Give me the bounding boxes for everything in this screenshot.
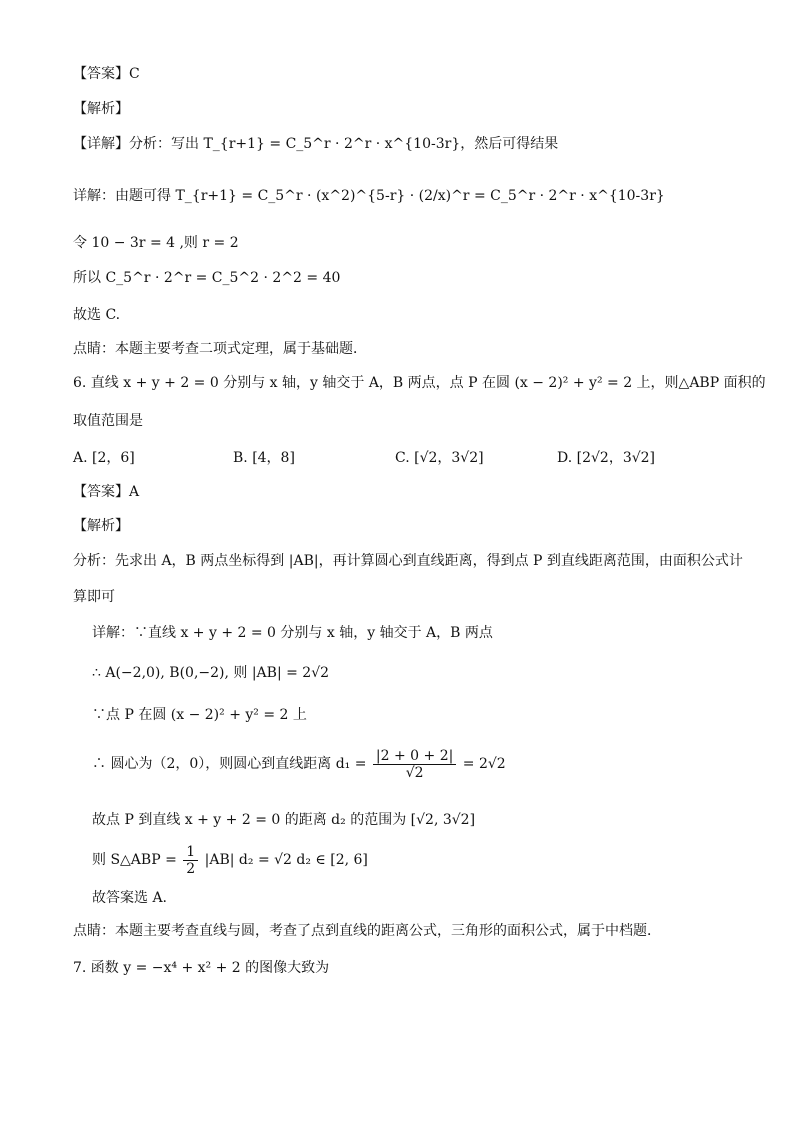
q6-analysis-line1: 分析：先求出 A，B 两点坐标得到 |AB|，再计算圆心到直线距离，得到点 P 到直线距离范围，由面积公式计 — [73, 553, 743, 569]
q6-detail-4-prefix: ∴ 圆心为（2，0），则圆心到直线距离 d₁ = — [92, 756, 367, 772]
q6-option-c: C. [√2，3√2] — [395, 450, 484, 466]
q6-choose: 故答案选 A. — [92, 890, 168, 906]
q6-analysis-line2: 算即可 — [73, 589, 115, 605]
q6-option-d: D. [2√2，3√2] — [557, 450, 656, 466]
q6-comment: 点睛：本题主要考查直线与圆，考查了点到直线的距离公式，三角形的面积公式，属于中档题． — [73, 923, 661, 939]
q6-question-line2: 取值范围是 — [73, 413, 143, 429]
q6-detail-4-suffix: = 2√2 — [462, 756, 506, 772]
q6-detail-4-fraction — [373, 748, 456, 781]
q6-detail-6 — [92, 840, 368, 880]
q7-question: 7. 函数 y = −x⁴ + x² + 2 的图像大致为 — [73, 960, 330, 976]
q5-analysis-label: 【解析】 — [73, 101, 129, 117]
q6-detail-6-prefix: 则 S△ABP = — [92, 852, 177, 868]
q5-step-let: 令 10 − 3r = 4 ,则 r = 2 — [73, 235, 239, 251]
q5-comment: 点睛：本题主要考查二项式定理，属于基础题． — [73, 341, 367, 357]
q6-detail-6-fraction — [183, 844, 198, 877]
q5-step-so: 所以 C_5^r · 2^r = C_5^2 · 2^2 = 40 — [73, 270, 341, 286]
q6-detail-5: 故点 P 到直线 x + y + 2 = 0 的距离 d₂ 的范围为 [√2, 3√2] — [92, 812, 476, 828]
q6-detail-4-numerator: |2 + 0 + 2| — [373, 748, 456, 765]
q6-detail-1: 详解：∵直线 x + y + 2 = 0 分别与 x 轴，y 轴交于 A，B 两点 — [92, 625, 493, 641]
q5-choose: 故选 C. — [73, 307, 121, 323]
q6-answer-label: 【答案】A — [73, 484, 140, 500]
q6-analysis-label: 【解析】 — [73, 518, 129, 534]
q5-detail-solution: 详解：由题可得 T_{r+1} = C_5^r · (x^2)^{5-r} · (2/x)^r = C_5^r · 2^r · x^{10-3r} — [73, 188, 665, 204]
q6-option-b: B. [4，8] — [233, 450, 295, 466]
q6-detail-2: ∴ A(−2,0), B(0,−2), 则 |AB| = 2√2 — [92, 665, 330, 681]
q6-detail-4 — [92, 744, 506, 784]
q5-answer-label: 【答案】C — [73, 66, 140, 82]
q6-detail-3: ∵点 P 在圆 (x − 2)² + y² = 2 上 — [92, 707, 307, 723]
q5-detail-line: 【详解】分析：写出 T_{r+1} = C_5^r · 2^r · x^{10-3r}，然后可得结果 — [73, 136, 559, 152]
q6-detail-6-denominator: 2 — [186, 860, 196, 877]
q6-question-line1: 6. 直线 x + y + 2 = 0 分别与 x 轴，y 轴交于 A，B 两点，点 P 在圆 (x − 2)² + y² = 2 上，则△ABP 面积的 — [73, 375, 766, 391]
q6-detail-6-suffix: |AB| d₂ = √2 d₂ ∈ [2, 6] — [204, 852, 368, 868]
q6-detail-4-denominator: √2 — [405, 764, 424, 781]
q6-detail-6-numerator: 1 — [183, 844, 198, 861]
q6-option-a: A. [2，6] — [73, 450, 135, 466]
